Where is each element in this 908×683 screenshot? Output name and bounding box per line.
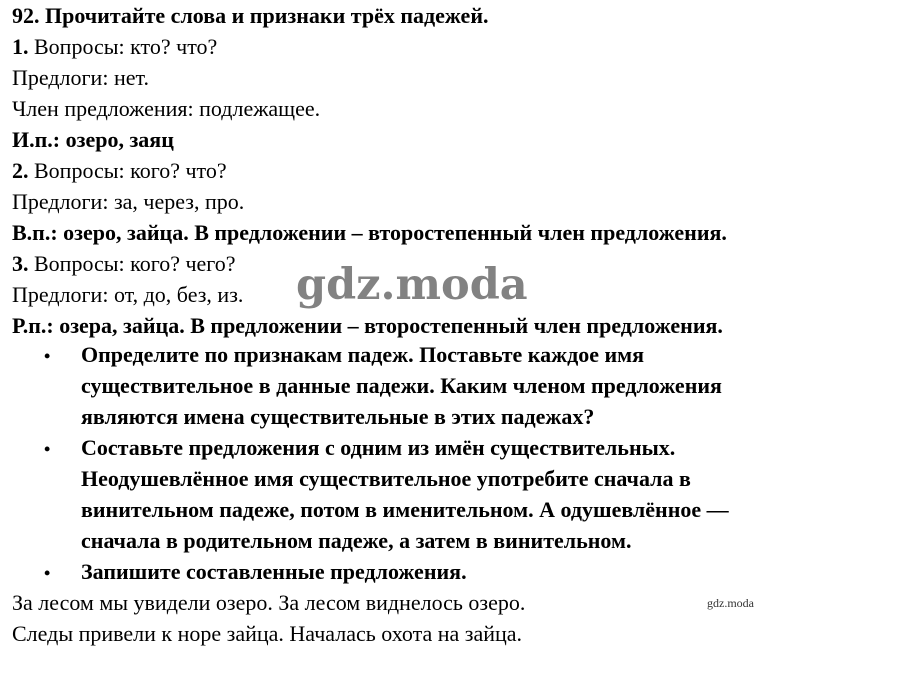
task3-line1: Запишите составленные предложения. xyxy=(81,559,467,584)
task1-line2: существительное в данные падежи. Каким членом предложения xyxy=(81,373,722,398)
case1-questions-text: Вопросы: кто? что? xyxy=(28,34,218,59)
watermark-small: gdz.moda xyxy=(707,596,754,610)
case3-number: 3. xyxy=(12,251,29,276)
case3-prepositions: Предлоги: от, до, без, из. xyxy=(12,282,244,307)
case3-questions xyxy=(12,248,236,279)
case1-questions xyxy=(12,31,217,62)
case2-number: 2. xyxy=(12,158,29,183)
task2-line1: Составьте предложения с одним из имён существительных. xyxy=(81,435,676,460)
case1-number: 1. xyxy=(12,34,29,59)
case2-questions-text: Вопросы: кого? что? xyxy=(28,158,227,183)
case1-prepositions: Предлоги: нет. xyxy=(12,65,149,90)
task1-line1: Определите по признакам падеж. Поставьте каждое имя xyxy=(81,342,645,367)
case1-answer: И.п.: озеро, заяц xyxy=(12,127,174,152)
task1-line3: являются имена существительные в этих падежах? xyxy=(81,404,595,429)
case2-prepositions: Предлоги: за, через, про. xyxy=(12,189,245,214)
task2-line2: Неодушевлённое имя существительное употребите сначала в xyxy=(81,466,691,491)
case3-answer: Р.п.: озера, зайца. В предложении – второстепенный член предложения. xyxy=(12,313,723,338)
exercise-title xyxy=(12,0,489,31)
case2-answer: В.п.: озеро, зайца. В предложении – второстепенный член предложения. xyxy=(12,220,727,245)
exercise-number: 92. xyxy=(12,3,40,28)
bullet-marker: • xyxy=(44,563,51,583)
case1-member: Член предложения: подлежащее. xyxy=(12,96,321,121)
case2-questions xyxy=(12,155,227,186)
bullet-marker: • xyxy=(44,346,51,366)
case3-questions-text: Вопросы: кого? чего? xyxy=(28,251,236,276)
task2-line4: сначала в родительном падеже, а затем в винительном. xyxy=(81,528,632,553)
watermark-large: gdz.moda xyxy=(296,260,528,310)
answer-sentence-2: Следы привели к норе зайца. Началась охота на зайца. xyxy=(12,621,523,646)
exercise-instruction: Прочитайте слова и признаки трёх падежей. xyxy=(39,3,489,28)
task2-line3: винительном падеже, потом в именительном. А одушевлённое — xyxy=(81,497,729,522)
answer-sentence-1: За лесом мы увидели озеро. За лесом виднелось озеро. xyxy=(12,590,526,615)
bullet-marker: • xyxy=(44,439,51,459)
